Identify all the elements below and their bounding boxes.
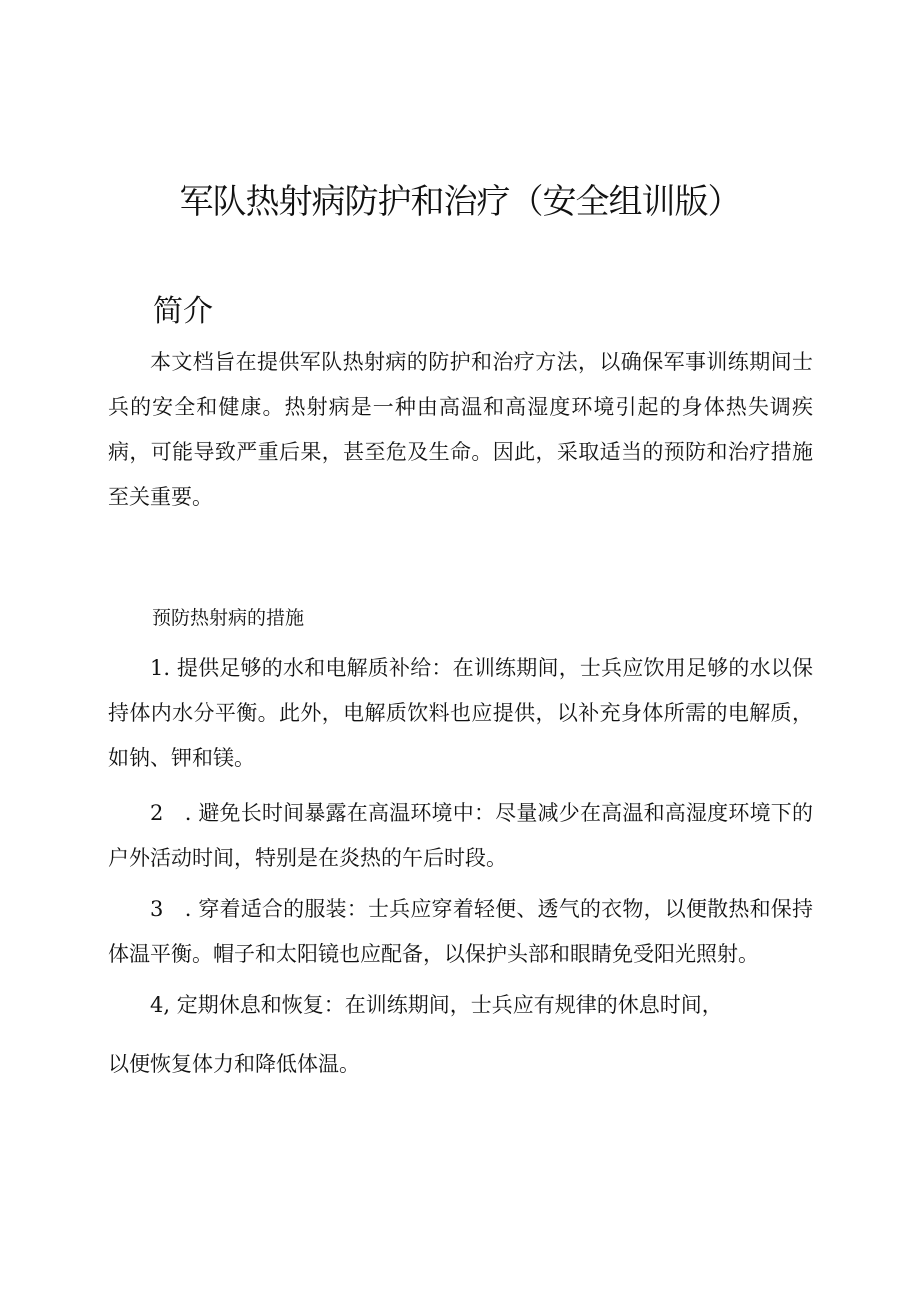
prevention-item-2: 2 . 避免长时间暴露在高温环境中：尽量减少在高温和高湿度环境下的户外活动时间，特别是在炎热的午后时段。 <box>108 801 813 870</box>
prevention-item-4-continuation: 以便恢复体力和降低体温。 <box>108 1052 360 1076</box>
intro-paragraph: 本文档旨在提供军队热射病的防护和治疗方法，以确保军事训练期间士兵的安全和健康。热射病是一种由高温和高湿度环境引起的身体热失调疾病，可能导致严重后果，甚至危及生命。因此，采取适当的预防和治疗措施至关重要。 <box>108 350 813 509</box>
prevention-item-4: 4, 定期休息和恢复：在训练期间，士兵应有规律的休息时间， <box>150 993 723 1017</box>
document-title: 军队热射病防护和治疗（安全组训版） <box>179 182 741 222</box>
intro-heading: 简介 <box>153 294 213 329</box>
prevention-item-3: 3 . 穿着适合的服装：士兵应穿着轻便、透气的衣物，以便散热和保持体温平衡。帽子和太阳镜也应配备，以保护头部和眼睛免受阳光照射。 <box>108 897 813 966</box>
prevention-item-1: 1. 提供足够的水和电解质补给：在训练期间，士兵应饮用足够的水以保持体内水分平衡。此外，电解质饮料也应提供，以补充身体所需的电解质，如钠、钾和镁。 <box>108 656 813 770</box>
prevention-heading: 预防热射病的措施 <box>152 607 305 629</box>
